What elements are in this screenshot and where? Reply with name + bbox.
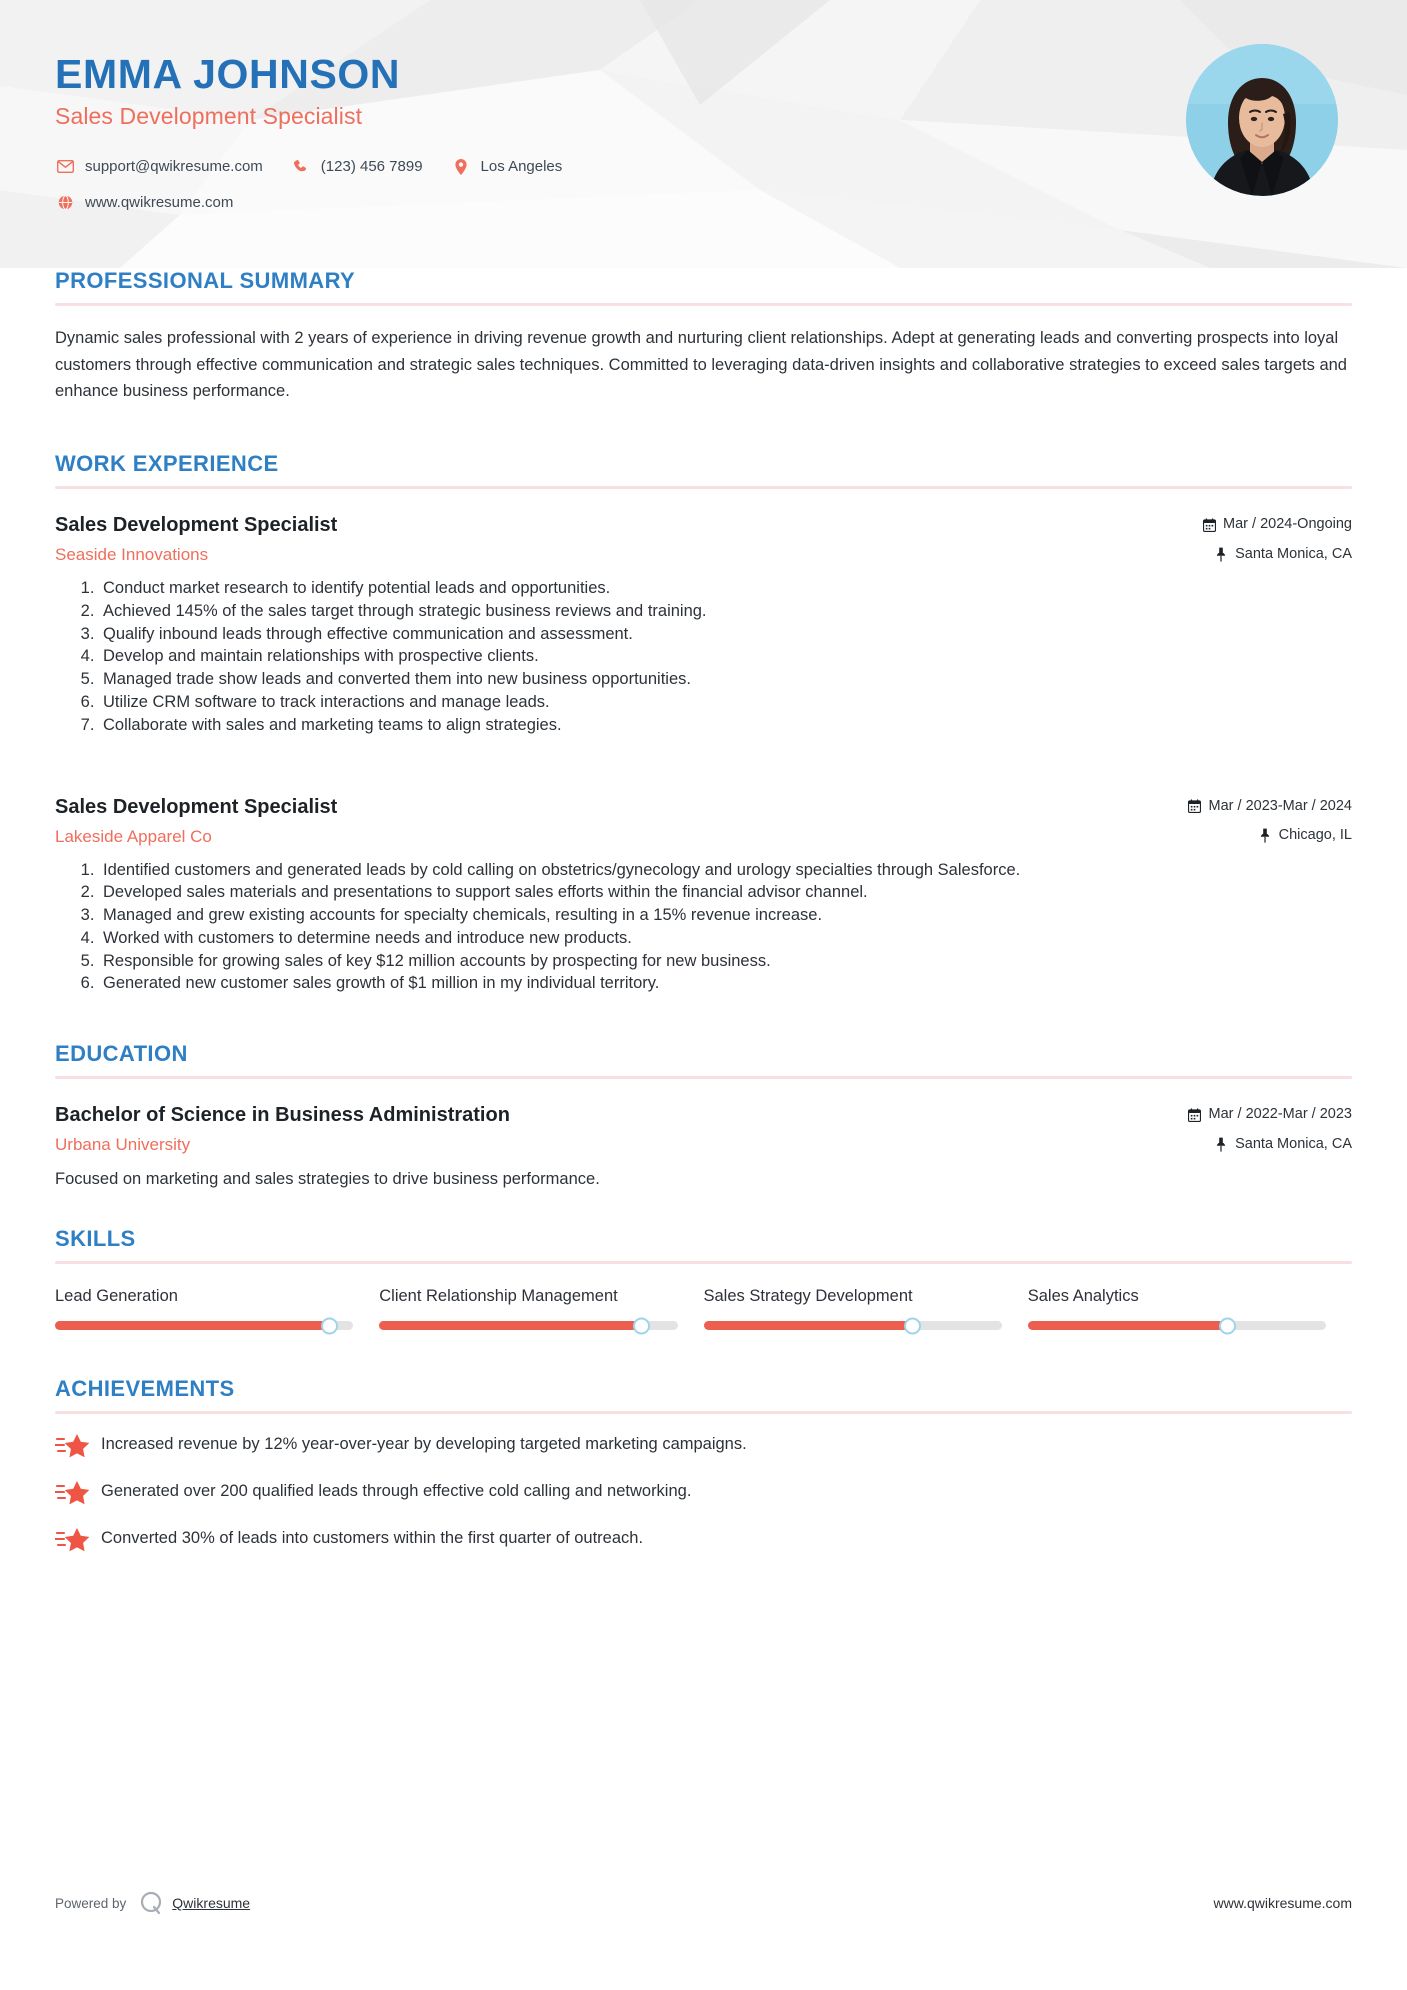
contact-email-text: support@qwikresume.com [85,158,263,176]
section-achievements [55,1376,1352,1552]
experience-entry-meta [1182,512,1352,563]
skill-progress-fill [379,1321,641,1330]
education-entry [55,1102,1352,1192]
skill-label: Client Relationship Management [379,1287,618,1306]
powered-by-label: Powered by [55,1895,127,1911]
education-date [1188,1106,1352,1123]
education-entry-meta [1168,1102,1352,1153]
skill-progress-fill [704,1321,913,1330]
contact-website-text: www.qwikresume.com [85,194,234,212]
duty-item: 5. Managed trade show leads and converted them into new business opportunities. [99,668,1352,691]
experience-entry-left [55,794,1168,847]
experience-date-text: Mar / 2023-Mar / 2024 [1208,797,1352,814]
section-divider [55,1076,1352,1079]
education-date-text: Mar / 2022-Mar / 2023 [1208,1106,1352,1123]
experience-date [1188,798,1352,815]
skill-slider-knob[interactable] [633,1317,650,1334]
duty-item: 3. Qualify inbound leads through effective communication and assessment. [99,623,1352,646]
skill-progress-fill [1028,1321,1228,1330]
achievement-item [55,1526,1352,1552]
experience-entry [55,512,1352,736]
page-title: EMMA JOHNSON [55,51,401,97]
skill-label: Lead Generation [55,1287,178,1306]
duty-item: 5. Responsible for growing sales of key $12 million accounts by prospecting for new business. [99,950,1352,973]
duty-item: 6. Generated new customer sales growth of $1 million in my individual territory. [99,972,1352,995]
duty-item: 2. Developed sales materials and presentations to support sales efforts within the financial advisor channel. [99,881,1352,904]
duty-item: 4. Develop and maintain relationships with prospective clients. [99,645,1352,668]
experience-duties [55,577,1352,736]
summary-paragraph: Dynamic sales professional with 2 years of experience in driving revenue growth and nurturing client relationships. Adept at generating leads and converting prospects into loyal customers through effective communication and strategic sales techniques. Committed to leveraging data-driven insights and collaborative strategies to exceed sales targets and enhance business performance. [55,329,1347,401]
experience-entry-left [55,512,1182,565]
resume-header [0,0,1407,268]
contact-email[interactable] [55,158,263,175]
globe-icon [55,194,75,211]
skill-slider-knob[interactable] [904,1317,921,1334]
shooting-star-icon [55,1432,89,1458]
duty-item: 6. Utilize CRM software to track interactions and manage leads. [99,691,1352,714]
experience-location-text: Chicago, IL [1278,826,1352,843]
skill-slider[interactable] [704,1321,1002,1330]
section-work-experience [55,451,1352,995]
skill-item [704,1286,1028,1330]
skill-item [379,1286,703,1330]
experience-date-text: Mar / 2024-Ongoing [1223,516,1352,533]
education-note: Focused on marketing and sales strategies to drive business performance. [55,1170,600,1189]
achievement-item [55,1479,1352,1505]
resume-body [0,268,1407,1552]
calendar-icon [1188,799,1202,814]
section-skills [55,1226,1352,1330]
duty-item: 3. Managed and grew existing accounts for specialty chemicals, resulting in a 15% revenue increase. [99,904,1352,927]
section-title-summary: PROFESSIONAL SUMMARY [55,268,356,293]
skill-slider[interactable] [55,1321,353,1330]
experience-location-text: Santa Monica, CA [1235,545,1352,562]
phone-icon [291,158,311,175]
skill-slider-knob[interactable] [321,1317,338,1334]
section-title-experience: WORK EXPERIENCE [55,451,279,477]
achievements-list [55,1432,1352,1552]
experience-date [1202,516,1352,533]
qwikresume-logo-icon [138,1890,164,1916]
experience-entry-header [55,512,1352,565]
experience-entry [55,794,1352,996]
skill-slider[interactable] [1028,1321,1326,1330]
shooting-star-icon [55,1526,89,1552]
powered-by-block [55,1890,250,1916]
education-school: Urbana University [55,1135,191,1155]
experience-location [1188,827,1352,844]
section-divider [55,303,1352,306]
education-entry-header [55,1102,1352,1155]
header-job-title: Sales Development Specialist [55,103,363,130]
contact-website[interactable] [55,194,233,211]
pushpin-icon [1214,547,1228,562]
education-degree: Bachelor of Science in Business Administration [55,1104,510,1127]
achievement-text: Converted 30% of leads into customers within the first quarter of outreach. [101,1529,644,1548]
achievement-text: Increased revenue by 12% year-over-year by developing targeted marketing campaigns. [101,1435,747,1454]
section-education [55,1041,1352,1192]
experience-location [1202,546,1352,563]
duty-item: 2. Achieved 145% of the sales target through strategic business reviews and training. [99,600,1352,623]
section-divider [55,486,1352,489]
skills-grid [55,1286,1352,1330]
section-title-education: EDUCATION [55,1041,188,1067]
duty-item: 1. Identified customers and generated leads by cold calling on obstetrics/gynecology and urology specialties through Salesforce. [99,859,1352,882]
experience-company: Lakeside Apparel Co [55,826,212,846]
achievement-item [55,1432,1352,1458]
contact-location [451,158,563,175]
education-entry-left [55,1102,1168,1155]
skill-slider-knob[interactable] [1219,1317,1236,1334]
experience-duties [55,859,1352,996]
achievement-text: Generated over 200 qualified leads through effective cold calling and networking. [101,1482,692,1501]
calendar-icon [1202,517,1216,532]
qwikresume-brand-link[interactable]: Qwikresume [172,1895,251,1911]
experience-entry-meta [1168,794,1352,845]
avatar-portrait [1186,44,1338,196]
contact-row-secondary [55,189,1407,216]
section-professional-summary [55,268,1352,405]
contact-location-text: Los Angeles [480,158,563,176]
education-location [1188,1136,1352,1153]
experience-company: Seaside Innovations [55,545,209,565]
experience-entry-header [55,794,1352,847]
shooting-star-icon [55,1479,89,1505]
pushpin-icon [1214,1137,1228,1152]
avatar [1186,44,1338,196]
calendar-icon [1188,1107,1202,1122]
location-pin-icon [451,158,471,175]
footer-website-url: www.qwikresume.com [1213,1895,1352,1911]
education-location-text: Santa Monica, CA [1235,1135,1352,1152]
section-divider [55,1411,1352,1414]
page-footer [55,1890,1352,1916]
section-title-skills: SKILLS [55,1226,136,1252]
duty-item: 4. Worked with customers to determine needs and introduce new products. [99,927,1352,950]
skill-slider[interactable] [379,1321,677,1330]
skill-progress-fill [55,1321,329,1330]
email-icon [55,158,75,175]
skill-item [1028,1286,1352,1330]
skill-label: Sales Strategy Development [703,1287,913,1306]
section-divider [55,1261,1352,1264]
experience-role: Sales Development Specialist [55,795,338,818]
skill-label: Sales Analytics [1027,1287,1139,1306]
duty-item: 1. Conduct market research to identify potential leads and opportunities. [99,577,1352,600]
skill-item [55,1286,379,1330]
contact-phone-text: (123) 456 7899 [320,158,423,176]
duty-item: 7. Collaborate with sales and marketing teams to align strategies. [99,714,1352,737]
contact-phone[interactable] [291,158,423,175]
section-title-achievements: ACHIEVEMENTS [55,1376,235,1402]
pushpin-icon [1258,828,1272,843]
experience-role: Sales Development Specialist [55,514,338,537]
